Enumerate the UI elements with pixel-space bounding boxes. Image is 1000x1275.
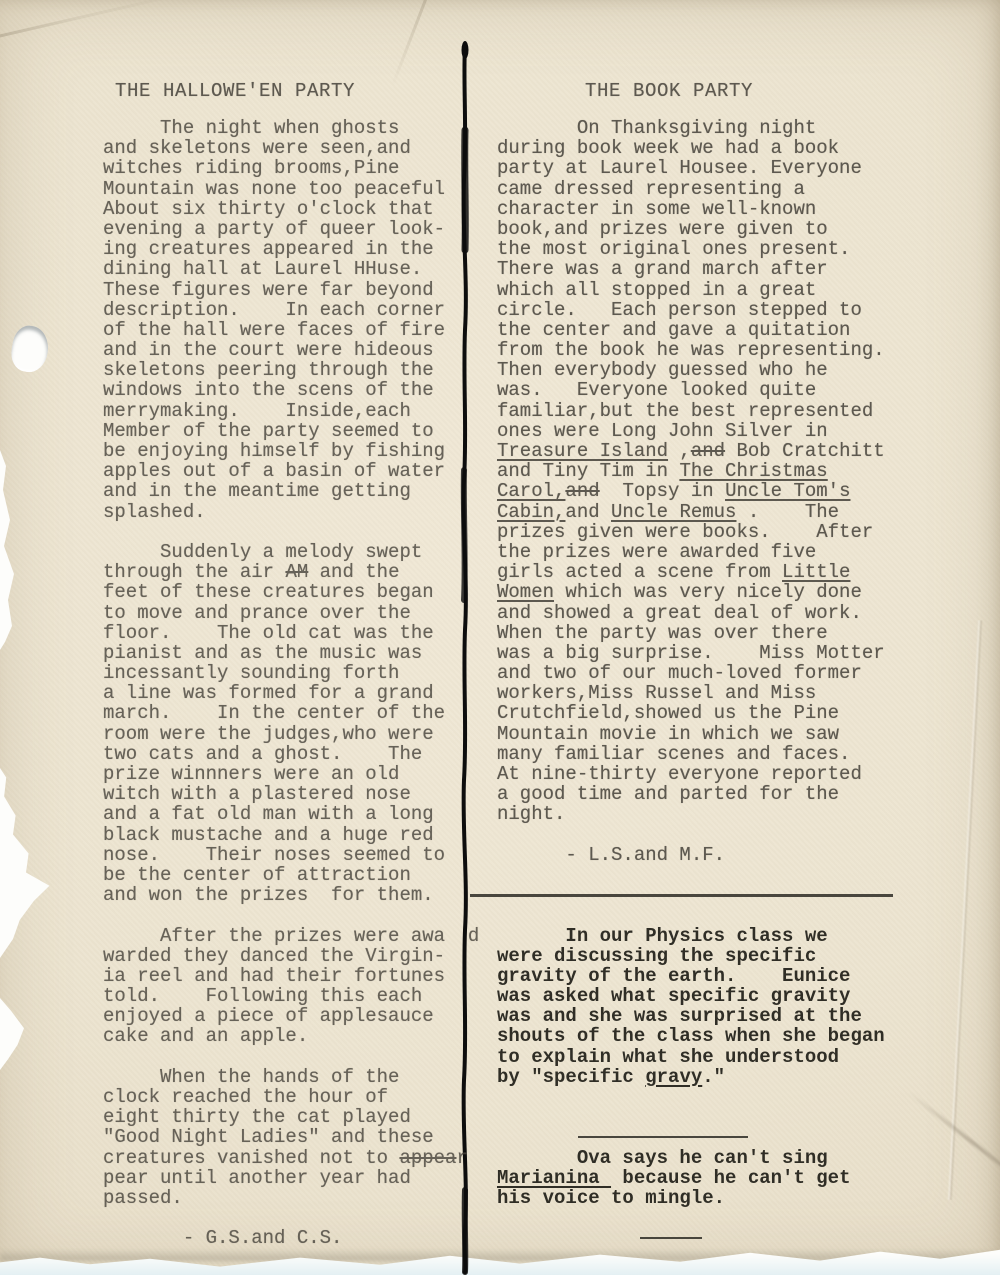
text-line: black mustache and a huge red — [103, 823, 434, 846]
text-line: feet of these creatures began — [103, 581, 434, 604]
text-line: party at Laurel Housee. Everyone — [497, 157, 862, 180]
text-line: prize winnners were an old — [103, 763, 400, 785]
text-line: - G.S.and C.S. — [103, 1227, 343, 1250]
text-line: shouts of the class when she began — [497, 1025, 885, 1048]
struck-out-text: appea — [399, 1146, 457, 1169]
text-line: Member of the party seemed to — [103, 419, 434, 442]
underlined-text: gravy — [645, 1065, 703, 1088]
text-line: "Good Night Ladies" and these — [103, 1126, 434, 1149]
underlined-text: Treasure Island — [497, 440, 669, 462]
text-line: of the hall were faces of fire — [103, 318, 446, 341]
text-line: The night when ghosts — [103, 117, 400, 139]
text-line — [497, 1087, 897, 1107]
text-line: cake and an apple. — [103, 1025, 309, 1048]
text-line — [497, 1208, 897, 1228]
text-line: pianist and as the music was — [103, 641, 423, 664]
text-line: clock reached the hour of — [103, 1086, 389, 1108]
text-line: be the center of attraction — [103, 863, 411, 886]
text-line: two cats and a ghost. The — [103, 742, 423, 765]
text-line: windows into the scens of the — [103, 379, 434, 402]
text-line: circle. Each person stepped to — [497, 298, 862, 321]
text-line: About six thirty o'clock that — [103, 197, 434, 220]
typed-divider-line — [497, 1127, 897, 1147]
text-line: from the book he was representing. — [497, 339, 885, 362]
text-line: and skeletons were seen,and — [103, 137, 411, 160]
paper-crease-right-edge — [947, 620, 983, 1200]
text-line: There was a grand march after — [497, 258, 828, 281]
text-line: the center and gave a quitation — [497, 318, 851, 341]
torn-hole-left-edge — [8, 323, 51, 375]
text-line: merrymaking. Inside,each — [103, 399, 411, 422]
text-line: witches riding brooms,Pine — [103, 157, 400, 180]
text-line: These figures were far beyond — [103, 278, 434, 301]
text-line: After the prizes were awa d — [103, 924, 480, 947]
text-line: was a big surprise. Miss Motter — [497, 641, 885, 664]
text-line: warded they danced the Virgin- — [103, 944, 446, 967]
text-line: witch with a plastered nose — [103, 783, 411, 806]
text-line — [497, 825, 897, 845]
text-line — [103, 905, 491, 925]
divider-rule-tiny — [640, 1237, 702, 1239]
text-line: which all stopped in a great — [497, 278, 817, 301]
text-line: skeletons peering through the — [103, 359, 434, 382]
torn-left-edge-upper — [0, 450, 20, 650]
article-title-book-party: THE BOOK PARTY — [585, 80, 754, 102]
text-line: room were the judges,who were — [103, 722, 434, 745]
text-line: and showed a great deal of work. — [497, 601, 862, 624]
text-line — [497, 1107, 897, 1127]
text-line: Mountain was none too peaceful — [103, 177, 446, 200]
text-line: through the air AM and the — [103, 561, 400, 584]
text-line: dining hall at Laurel HHuse. — [103, 258, 423, 281]
text-line: familiar,but the best represented — [497, 399, 874, 422]
text-line: girls acted a scene from Little — [497, 561, 851, 584]
article-title-halloween-party: THE HALLOWE'EN PARTY — [115, 80, 356, 102]
text-line: prizes given were books. After — [497, 520, 874, 543]
struck-out-text: and — [690, 440, 726, 462]
text-line: evening a party of queer look- — [103, 217, 446, 240]
text-line — [103, 1208, 491, 1228]
left-column-text — [103, 118, 491, 1249]
text-line: Cabin,and Uncle Remus . The — [497, 500, 840, 523]
underlined-text: Women — [497, 581, 555, 604]
text-line — [497, 865, 897, 885]
text-line: the prizes were awarded five — [497, 540, 817, 563]
typed-divider-line — [497, 1228, 897, 1248]
text-line: and won the prizes for them. — [103, 884, 434, 907]
text-line: - L.S.and M.F. — [497, 843, 726, 866]
text-line: march. In the center of the — [103, 702, 446, 725]
text-line: Treasure Island ,and Bob Cratchitt — [497, 440, 885, 462]
text-line: ones were Long John Silver in — [497, 419, 828, 442]
text-line: Suddenly a melody swept — [103, 540, 423, 563]
text-line: passed. — [103, 1186, 183, 1209]
text-line: and in the meantime getting — [103, 480, 411, 503]
text-line: was asked what specific gravity — [497, 985, 851, 1008]
underlined-text: Uncle Tom's — [725, 480, 851, 503]
text-line: Women which was very nicely done — [497, 581, 862, 604]
text-line: pear until another year had — [103, 1166, 411, 1189]
text-line: creatures vanished not to appear — [103, 1146, 468, 1169]
divider-rule-small — [578, 1136, 748, 1138]
text-line: were discussing the specific — [497, 944, 817, 967]
text-line: nose. Their noses seemed to — [103, 843, 446, 866]
paper-fold-bottom-right — [908, 1091, 1000, 1193]
text-line: splashed. — [103, 500, 206, 523]
underlined-text: Marianina — [497, 1166, 612, 1189]
underlined-text: Little — [782, 561, 851, 584]
underlined-text: Cabin, — [497, 500, 566, 523]
text-line: Marianina because he can't get — [497, 1166, 851, 1189]
paper-crease-top — [391, 0, 428, 86]
text-line: On Thanksgiving night — [497, 117, 817, 139]
typed-divider-line — [497, 885, 897, 905]
text-line: night. — [497, 803, 566, 826]
text-line: and in the court were hideous — [103, 339, 434, 362]
text-line: At nine-thirty everyone reported — [497, 763, 862, 785]
text-line: a line was formed for a grand — [103, 682, 434, 705]
text-line: was. Everyone looked quite — [497, 379, 817, 402]
text-line: was and she was surprised at the — [497, 1005, 862, 1028]
text-line: his voice to mingle. — [497, 1186, 726, 1209]
right-column-text — [497, 118, 897, 1249]
text-line: to move and prance over the — [103, 601, 411, 624]
text-line — [103, 1047, 491, 1067]
text-line: be enjoying himself by fishing — [103, 440, 446, 462]
text-line: When the hands of the — [103, 1065, 400, 1088]
text-line: a good time and parted for the — [497, 783, 840, 806]
text-line: character in some well-known — [497, 197, 817, 220]
text-line: Then everybody guessed who he — [497, 359, 828, 382]
text-line: description. In each corner — [103, 298, 446, 321]
text-line: enjoyed a piece of applesauce — [103, 1005, 434, 1028]
text-line: When the party was over there — [497, 621, 828, 644]
text-line: ing creatures appeared in the — [103, 238, 434, 261]
underlined-text: The Christmas — [679, 460, 828, 483]
text-line: during book week we had a book — [497, 137, 840, 160]
text-line: gravity of the earth. Eunice — [497, 964, 851, 987]
text-line: Crutchfield,showed us the Pine — [497, 702, 840, 725]
text-line: to explain what she understood — [497, 1045, 840, 1068]
text-line: the most original ones present. — [497, 238, 851, 261]
text-line: Ova says he can't sing — [497, 1146, 828, 1169]
struck-out-text: and — [565, 480, 600, 503]
text-line — [103, 522, 491, 542]
text-line: eight thirty the cat played — [103, 1106, 411, 1129]
torn-left-edge-middle — [0, 768, 52, 958]
struck-out-text: AM — [285, 561, 309, 584]
text-line: book,and prizes were given to — [497, 217, 828, 240]
text-line: Mountain movie in which we saw — [497, 722, 840, 745]
text-line: In our Physics class we — [497, 924, 828, 947]
text-line: incessantly sounding forth — [103, 662, 400, 685]
text-line: workers,Miss Russel and Miss — [497, 682, 817, 705]
torn-left-edge-lower — [0, 998, 32, 1070]
underlined-text: Uncle Remus — [611, 500, 737, 523]
divider-rule-full — [470, 894, 893, 897]
text-line: told. Following this each — [103, 985, 423, 1008]
text-line — [497, 905, 897, 925]
text-line: ia reel and had their fortunes — [103, 964, 446, 987]
paper-crease-top-left — [0, 0, 183, 43]
text-line: came dressed representing a — [497, 177, 805, 200]
text-line: and a fat old man with a long — [103, 803, 434, 826]
text-line: apples out of a basin of water — [103, 460, 446, 483]
text-line: and two of our much-loved former — [497, 662, 862, 685]
text-line: and Tiny Tim in The Christmas — [497, 460, 828, 483]
text-line: Carol,and Topsy in Uncle Tom's — [497, 480, 851, 503]
underlined-text: Carol, — [497, 480, 566, 503]
text-line: many familiar scenes and faces. — [497, 742, 851, 765]
text-line: floor. The old cat was the — [103, 621, 434, 644]
text-line: by "specific gravy." — [497, 1065, 726, 1088]
